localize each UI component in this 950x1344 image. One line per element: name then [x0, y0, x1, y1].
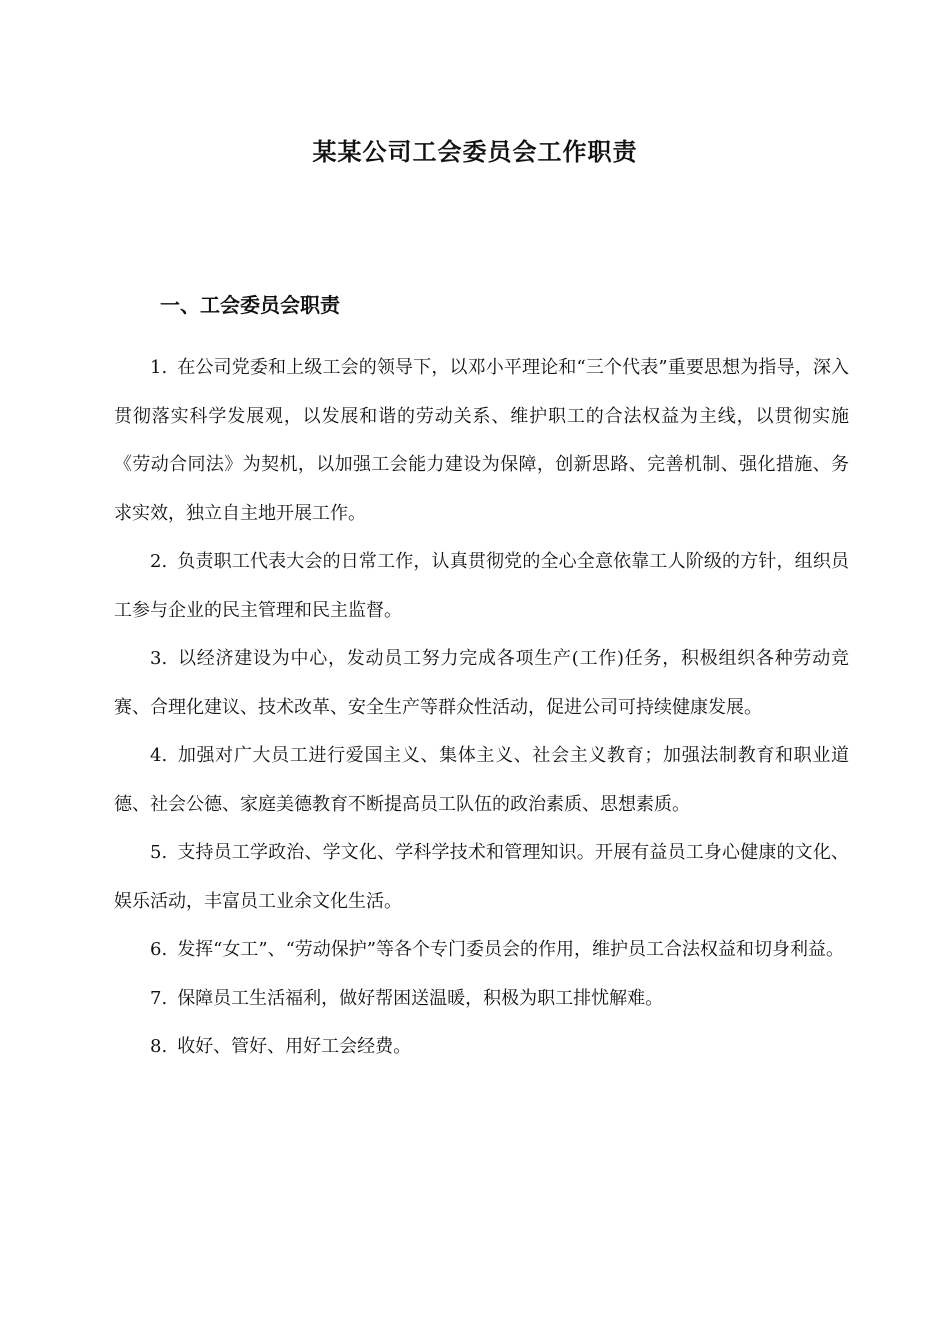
duty-item-6	[114, 926, 849, 975]
duty-item-5	[114, 829, 849, 926]
duty-item-3	[114, 635, 849, 732]
document-title: 某某公司工会委员会工作职责	[312, 138, 638, 166]
duty-item-text: 加强对广大员工进行爱国主义、集体主义、社会主义教育；加强法制教育和职业道德、社会公德、家庭美德教育不断提高员工队伍的政治素质、思想素质。	[114, 745, 849, 815]
duty-item-number: 6.	[150, 939, 168, 960]
duty-item-text: 支持员工学政治、学文化、学科学技术和管理知识。开展有益员工身心健康的文化、娱乐活动，丰富员工业余文化生活。	[114, 842, 849, 912]
duty-item-number: 3.	[150, 648, 168, 669]
duty-item-number: 8.	[150, 1036, 168, 1057]
duty-item-text: 负责职工代表大会的日常工作，认真贯彻党的全心全意依靠工人阶级的方针，组织员工参与企业的民主管理和民主监督。	[114, 551, 849, 621]
duty-item-text: 收好、管好、用好工会经费。	[177, 1036, 412, 1057]
duty-item-7	[114, 975, 849, 1024]
duty-list	[114, 344, 849, 1072]
duty-item-number: 2.	[150, 551, 168, 572]
duty-item-text: 在公司党委和上级工会的领导下，以邓小平理论和“三个代表”重要思想为指导，深入贯彻落实科学发展观，以发展和谐的劳动关系、维护职工的合法权益为主线，以贯彻实施《劳动合同法》为契机，以加强工会能力建设为保障，创新思路、完善机制、强化措施、务求实效，独立自主地开展工作。	[114, 357, 849, 524]
duty-item-number: 4.	[150, 745, 168, 766]
duty-item-text: 保障员工生活福利，做好帮困送温暖，积极为职工排忧解难。	[177, 987, 664, 1009]
duty-item-text: 以经济建设为中心，发动员工努力完成各项生产(工作)任务，积极组织各种劳动竞赛、合理化建议、技术改革、安全生产等群众性活动，促进公司可持续健康发展。	[114, 648, 849, 718]
duty-item-number: 1.	[150, 357, 168, 378]
duty-item-number: 5.	[150, 842, 168, 863]
section-heading: 一、工会委员会职责	[160, 293, 340, 317]
duty-item-1	[114, 344, 849, 538]
duty-item-number: 7.	[150, 987, 168, 1009]
duty-item-4	[114, 732, 849, 829]
duty-item-2	[114, 538, 849, 635]
duty-item-8	[114, 1023, 849, 1072]
duty-item-text: 发挥“女工”、“劳动保护”等各个专门委员会的作用，维护员工合法权益和切身利益。	[177, 939, 844, 960]
